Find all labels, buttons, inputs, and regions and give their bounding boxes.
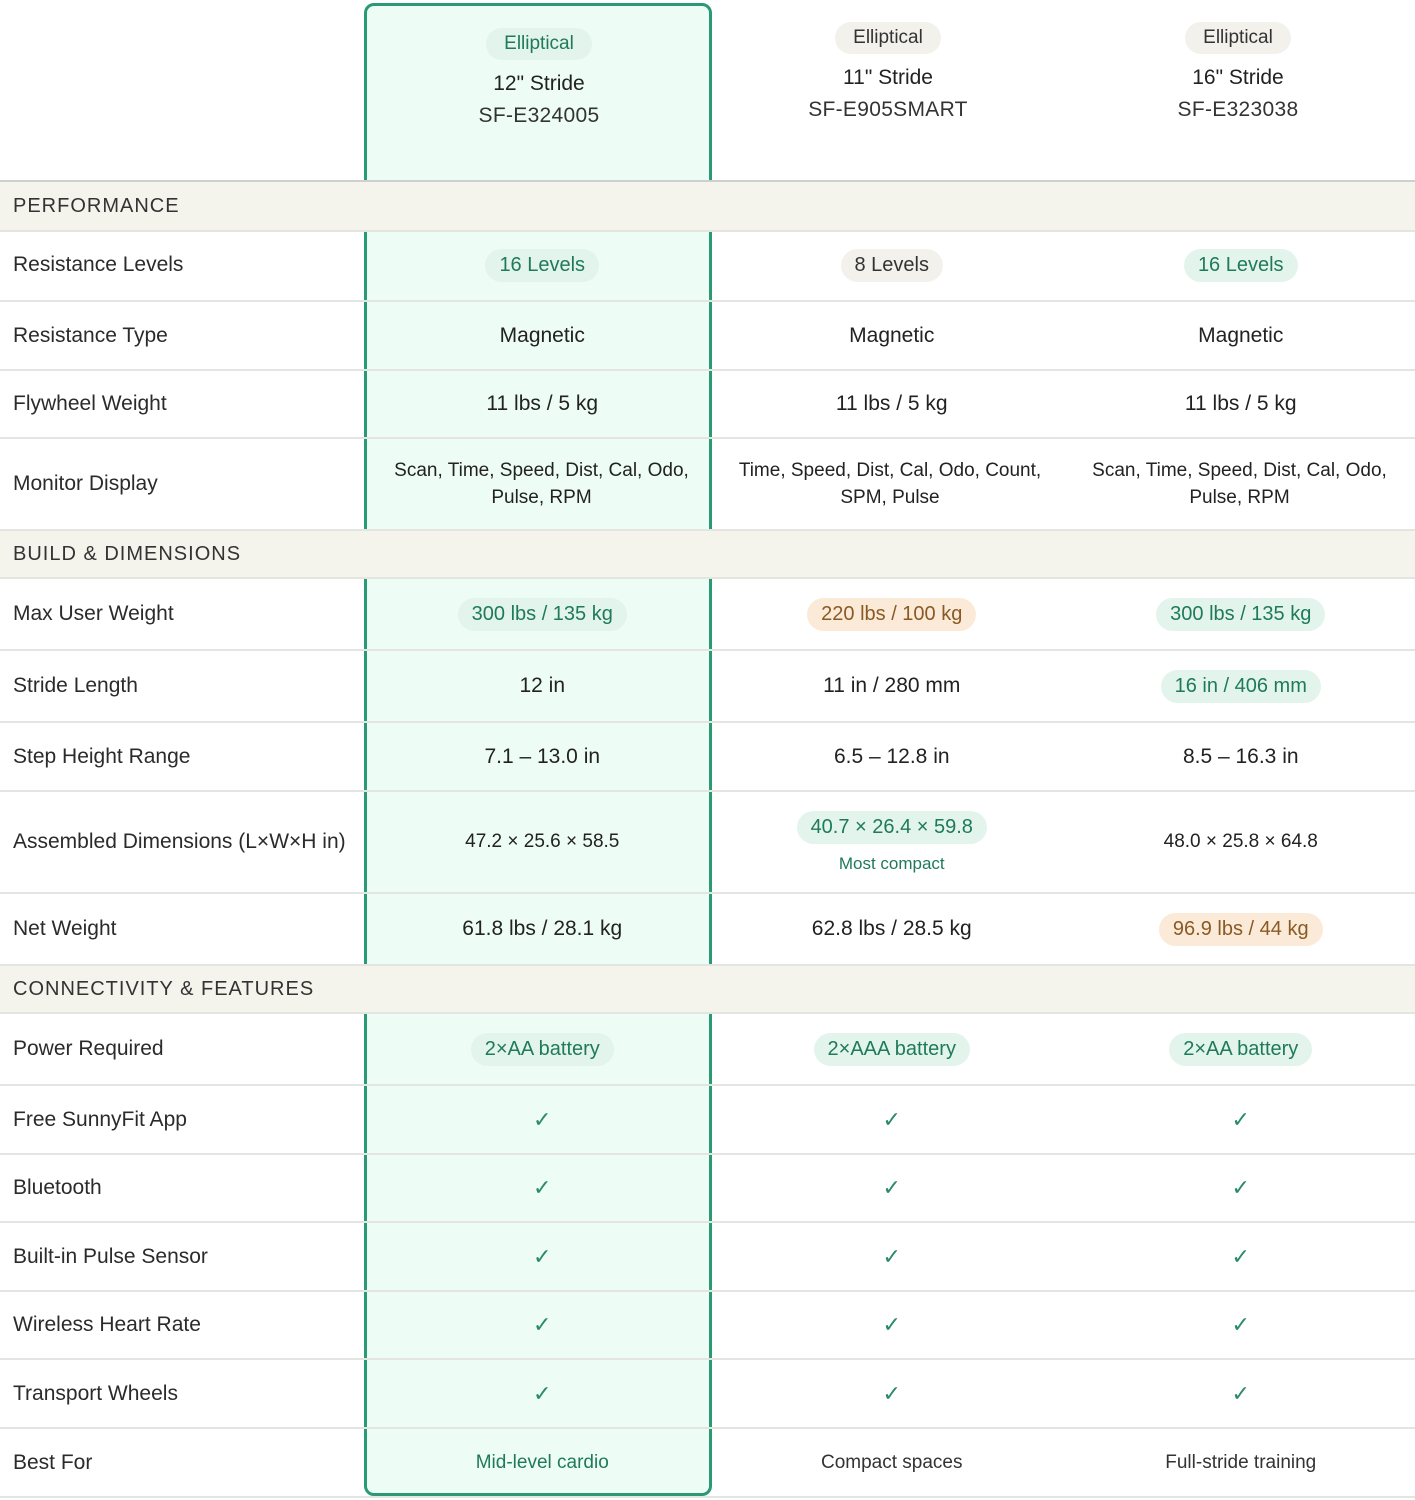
row-label: Best For [13,1450,93,1474]
row-max-user-weight [0,579,1415,651]
row-power-required [0,1014,1415,1086]
check-icon: ✓ [882,1243,901,1269]
row-resistance-type [0,302,1415,371]
value-badge: 16 in / 406 mm [1161,670,1321,703]
value-badge: 300 lbs / 135 kg [1156,598,1325,631]
product-stride: 12" Stride [493,72,585,95]
value-cell: 61.8 lbs / 28.1 kg [462,917,623,940]
value-cell: Mid-level cardio [475,1451,609,1473]
section-performance [0,180,1415,232]
row-flywheel-weight [0,371,1415,439]
check-icon: ✓ [1231,1243,1250,1269]
check-icon: ✓ [1231,1312,1250,1337]
value-badge: 16 Levels [1184,249,1298,282]
compact-note: Most compact [838,853,945,873]
check-icon: ✓ [533,1106,552,1132]
value-cell: Full-stride training [1165,1451,1317,1473]
row-stride-length [0,651,1415,723]
value-badge: 2×AA battery [471,1033,614,1066]
value-badge: 2×AA battery [1169,1033,1312,1066]
row-step-height [0,723,1415,792]
row-label: Built-in Pulse Sensor [13,1244,208,1268]
value-cell: 11 lbs / 5 kg [1184,392,1297,415]
row-label: Monitor Display [13,472,158,495]
section-build [0,531,1415,579]
product-model: SF-E324005 [478,104,600,127]
product-header-2 [713,22,1063,122]
row-wireless-heart-rate [0,1292,1415,1360]
row-label: Resistance Type [13,323,168,347]
value-badge: 40.7 × 26.4 × 59.8 [797,811,987,844]
section-title: PERFORMANCE [13,194,180,217]
value-badge: 96.9 lbs / 44 kg [1159,913,1323,946]
row-label: Step Height Range [13,744,191,768]
product-model: SF-E323038 [1177,98,1299,121]
value-cell: 11 in / 280 mm [823,674,961,697]
row-label: Transport Wheels [13,1381,178,1405]
product-header-1 [364,28,714,128]
value-cell: Magnetic [849,323,935,347]
row-transport-wheels [0,1360,1415,1429]
value-cell: 62.8 lbs / 28.5 kg [811,917,972,940]
row-label: Power Required [13,1037,164,1060]
value-cell: 11 lbs / 5 kg [486,392,599,415]
product-type-badge: Elliptical [486,28,592,60]
value-cell: 12 in [519,674,566,697]
row-label: Max User Weight [13,602,174,625]
row-label: Stride Length [13,674,138,697]
section-connectivity [0,966,1415,1014]
row-app [0,1086,1415,1155]
row-label: Bluetooth [13,1176,102,1199]
check-icon: ✓ [533,1380,552,1406]
row-resistance-levels [0,230,1415,302]
row-monitor-display [0,439,1415,531]
row-label: Free SunnyFit App [13,1107,187,1131]
row-pulse-sensor [0,1223,1415,1292]
check-icon: ✓ [1231,1380,1250,1406]
check-icon: ✓ [533,1175,552,1200]
row-bluetooth [0,1155,1415,1223]
value-badge: 220 lbs / 100 kg [807,598,976,631]
value-cell: Magnetic [499,323,585,347]
value-badge: 2×AAA battery [814,1033,970,1066]
value-cell: 47.2 × 25.6 × 58.5 [465,831,620,852]
check-icon: ✓ [533,1243,552,1269]
product-type-badge: Elliptical [835,22,941,54]
section-title: BUILD & DIMENSIONS [13,542,242,565]
check-icon: ✓ [1231,1175,1250,1200]
check-icon: ✓ [882,1312,901,1337]
check-icon: ✓ [1231,1106,1250,1132]
row-dimensions [0,792,1415,894]
value-badge: 8 Levels [841,249,944,282]
value-cell: 6.5 – 12.8 in [833,744,950,768]
value-badge: 16 Levels [485,249,599,282]
value-cell: Compact spaces [820,1451,963,1473]
product-stride: 16" Stride [1192,66,1284,89]
value-cell: 8.5 – 16.3 in [1182,744,1299,768]
check-icon: ✓ [882,1106,901,1132]
product-type-badge: Elliptical [1185,22,1291,54]
value-badge: 300 lbs / 135 kg [458,598,627,631]
row-label: Assembled Dimensions (L×W×H in) [13,830,346,853]
value-cell: 11 lbs / 5 kg [835,392,948,415]
check-icon: ✓ [882,1380,901,1406]
product-header-3 [1063,22,1413,122]
value-cell: Time, Speed, Dist, Cal, Odo, Count, SPM, Pulse [738,460,1042,508]
value-cell: 7.1 – 13.0 in [484,744,601,768]
value-cell: Magnetic [1198,323,1284,347]
row-best-for [0,1429,1415,1498]
row-label: Wireless Heart Rate [13,1313,201,1336]
check-icon: ✓ [882,1175,901,1200]
section-title: CONNECTIVITY & FEATURES [13,977,315,1000]
row-net-weight [0,894,1415,966]
product-stride: 11" Stride [843,66,933,89]
value-cell: Scan, Time, Speed, Dist, Cal, Odo, Pulse, RPM [394,460,689,508]
row-label: Resistance Levels [13,253,184,276]
check-icon: ✓ [533,1312,552,1337]
value-cell: 48.0 × 25.8 × 64.8 [1163,831,1318,852]
value-cell: Scan, Time, Speed, Dist, Cal, Odo, Pulse, RPM [1092,460,1387,508]
product-model: SF-E905SMART [808,98,968,121]
row-label: Flywheel Weight [13,392,167,415]
row-label: Net Weight [13,917,117,940]
